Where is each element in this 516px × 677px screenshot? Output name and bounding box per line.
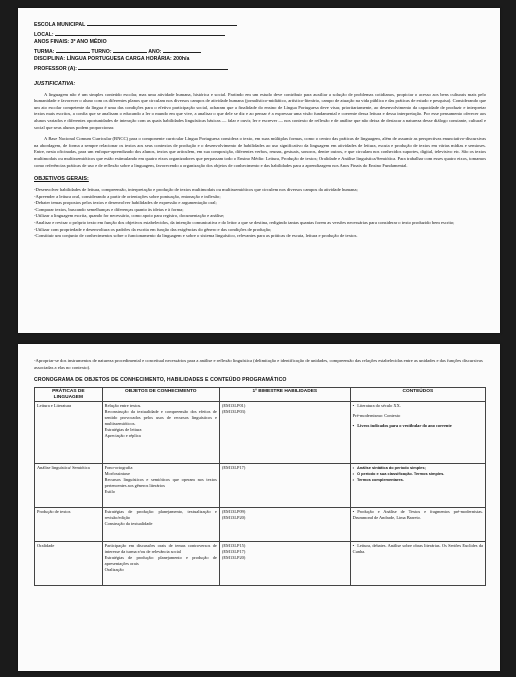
justification-paragraph-1: A linguagem não é um simples conteúdo escolar, mas uma atividade humana, histórica e social. Partindo em um estudo deve contribuir para auxiliar a solução de problemas cotidianos, propiciar o acesso aos bens culturais mais pelo humanidade e favorecer o aluno com os diferentes planos que circulam nos diversos campos de atividade humana (jornalístico-midiático, artístico-literário, campo de atuação na vida pública e das práticas de estudo e pesquisa). Considerando que um ato escolar competente da língua é uma das condições para o efetivo participação social, acharam que a finalidade do ensino de Língua Portuguesa deve visar, prioritariamente, ao desenvolvimento da capacidade de produzir e interpretar textos mais escritos, a confia que se analisam o educando a ler o mundo em que vive, a analisar o que dele se diz e ao pensar é a expressar uma visão fundamental e coerente dessa leitura e dessa interpretação. Por esse pensamento oferecer aos alunos variados e diferentes oportunidades de interação com as quais habilidades linguísticas básicas — falar e ouvir, ler e escrever — nos contexto de reflexão e de análise que não deixa de destacar a natureza desse diálogo constante, cultural e social que seus alunos podem proporcionar. (34, 91, 486, 130)
cell-contents: • Leitura, debates. Análise sobre obras literárias. Os Sertões Euclides da Cunha. (350, 542, 485, 586)
teacher-label: PROFESSOR (A): (34, 65, 77, 72)
cell-skills: (EM13LP17) (219, 464, 350, 508)
header-block (34, 20, 486, 74)
column-header-practices: PRÁTICAS DE LINGUAGEM (35, 388, 103, 402)
local-label: LOCAL: (34, 31, 54, 38)
schedule-table-title: CRONOGRAMA DE OBJETOS DE CONHECIMENTO, HABILIDADES E CONTEÚDO PROGRAMÁTICO (34, 377, 287, 384)
cell-practice: Oralidade (35, 542, 103, 586)
justification-heading: JUSTIFICATIVA: (34, 80, 76, 87)
cell-contents: • Análise sintática do período simples; • O período e sua classificação. Termos simples. • Termos complementares. (350, 464, 485, 508)
column-header-skills: 1º BIMESTRE HABILIDADES (219, 388, 350, 402)
year-label: ANO: (148, 48, 162, 55)
cell-contents: • Literatura do século XX. Pré-modernismo: Contexto • Livros indicados para o vestibular do ano corrente (350, 402, 485, 464)
cell-practice: Análise linguística/ Semiótica (35, 464, 103, 508)
objective-item: -Apreender a leitura oral, considerando a partir de orientações sobre pontuação, entonação e inflexão; (34, 193, 221, 199)
objective-item: -Utilizar a linguagem escrita, quando for necessário, como apoio para registro, documentação e análise; (34, 213, 225, 219)
class-label: TURMA: (34, 48, 55, 55)
table-header-row (35, 388, 486, 402)
justification-paragraph-2: A Base Nacional Comum Curricular (BNCC) para o componente curricular Língua Portuguesa considera o texto, em suas múltiplas formas, como o centro das práticas de linguagem, além de assumir as perspectivas enunciativo-discursivas na abordagem, de forma a sempre relacionar os textos aos seus contextos de produção e o desenvolvimento de habilidades ao uso significativo da linguagem em atividades de leitura, escuta e produção de textos em várias mídias e semioses. Entre, nesta oficinadas, para um enfoque-aprendizado dos alunos, textos que articulem, em sua composição, diferentes verbos, reunas, gestuais, sonoros, dentre outros, e que circulam nos conhecidos suportes, digital, televisivo etc. São os textos multimodais ou multissemióticos que estão estimulando em quatro eixos organizadores que perpassam todo o Ensino Médio: Leitura, Produção de textos; Oralidade e Análise linguística/Semiótica. Para trabalhar com esses quatro eixos, tomamos como referências práticas de uso e de reflexão sobre a linguagem, favorecendo a organização dos objetos de conhecimento e das habilidades para a aprendizagem nos Anos Finais do Ensino Fundamental. (34, 136, 486, 168)
objectives-list (34, 187, 486, 240)
cell-practice: Produção de textos (35, 508, 103, 542)
objective-item: -Analisar e revisar o próprio texto em função dos objetivos estabelecidos, da intenção comunicativa e do leitor a que se destina, redigindo tantas quantas forem as versões necessárias para considerar o texto produzido bem escrito; (34, 220, 455, 226)
cell-objects: Participação em discussões orais de temas controversos de interesse da turma e/ou de relevância social Estratégias de produção: planejamento e produção de apresentações orais Oralização (102, 542, 219, 586)
objective-item: -Debater temas propostos pelos textos e desenvolver habilidades de expressão e argumentação oral; (34, 200, 217, 206)
cell-objects: Estratégias de produção: planejamento, textualização e revisão/edição Construção da textualidade (102, 508, 219, 542)
subject-label: DISCIPLINA: LÍNGUA PORTUGUESA CARGA HORÁRIA: 200h/a (34, 56, 190, 63)
document-page-2 (18, 344, 500, 671)
table-row (35, 542, 486, 586)
cell-skills: (EM13LP09) (EM13LP20) (219, 508, 350, 542)
objective-item: -Constituir um conjunto de conhecimentos sobre o funcionamento da linguagem e sobre o sistema linguístico, relevantes para as práticas de escuta, leitura e produção de textos. (34, 233, 358, 239)
cell-skills: (EM13LP15) (EM13LP17) (EM13LP20) (219, 542, 350, 586)
grade-label: ANOS FINAIS: 3º ANO MÉDIO (34, 39, 107, 46)
objectives-heading: OBJETIVOS GERAIS: (34, 176, 89, 183)
schedule-table (34, 387, 486, 586)
objective-continuation: -Apropriar-se dos instrumentos de natureza procedimental e conceitual necessários para a análise e reflexão linguística (delimitação e identificação de unidades, compreensão das relações estabelecidas entre as unidades e das funções discursivas associadas a elas no contexto). (34, 358, 483, 370)
document-page-1 (18, 8, 500, 333)
cell-skills: (EM13LP01) (EM13LP03) (219, 402, 350, 464)
table-row (35, 464, 486, 508)
cell-practice: Leitura e Literatura (35, 402, 103, 464)
table-row (35, 508, 486, 542)
table-row (35, 402, 486, 464)
cell-objects: Relação entre textos. Reconstrução da textualidade e compreensão dos efeitos de sentido provocados pelos usos de recursos linguísticos e multissemióticos. Estratégias de leitura Apreciação e réplica (102, 402, 219, 464)
column-header-contents: CONTEÚDOS (350, 388, 485, 402)
shift-label: TURNO: (91, 48, 112, 55)
cell-contents: • Produção e Análise de Textos e fragmentos pré-modernistas. Drummond de Andrade, Lima Barreto. (350, 508, 485, 542)
objective-item: -Desenvolver habilidades de leitura, compreensão, interpretação e produção de textos multimodais ou multissemióticos que circulem nos diversos campos da atividade humana; (34, 187, 358, 193)
objective-item: -Comparar textos, buscando semelhanças e diferenças quanto às ideias e à forma; (34, 206, 184, 212)
cell-objects: Fono-ortografia Morfossintaxe Recursos linguísticos e semióticos que operam nos textos pertencentes aos gêneros literários Estilo (102, 464, 219, 508)
school-label: ESCOLA MUNICIPAL (34, 22, 86, 28)
objective-item: -Utilizar com propriedade e desenvoltura os padrões da escrita em função das exigências do gênero e das condições de produção; (34, 226, 272, 232)
column-header-objects: OBJETOS DE CONHECIMENTO (102, 388, 219, 402)
